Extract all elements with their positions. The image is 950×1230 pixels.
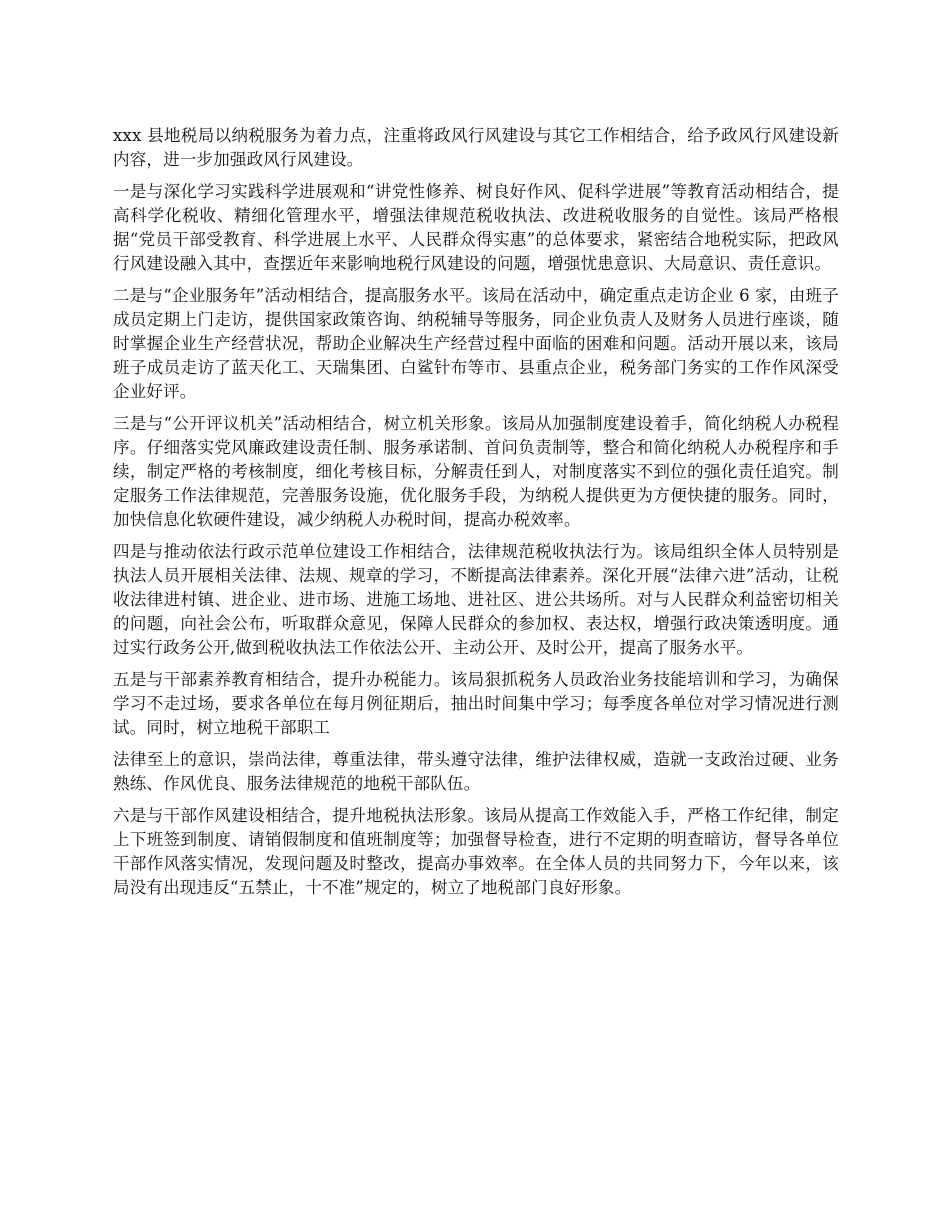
paragraph-point-5: 五是与干部素养教育相结合，提升办税能力。该局狠抓税务人员政治业务技能培训和学习，为确保学习不走过场，要求各单位在每月例征期后，抽出时间集中学习；每季度各单位对学习情况进行测试。同时，树立地税干部职工 xyxy=(113,670,839,737)
paragraph-point-5-continued: 法律至上的意识，崇尚法律，尊重法律，带头遵守法律，维护法律权威，造就一支政治过硬、业务熟练、作风优良、服务法律规范的地税干部队伍。 xyxy=(113,750,839,793)
document-body xyxy=(113,124,839,908)
paragraph-point-6: 六是与干部作风建设相结合，提升地税执法形象。该局从提高工作效能入手，严格工作纪律，制定上下班签到制度、请销假制度和值班制度等；加强督导检查，进行不定期的明查暗访，督导各单位干部作风落实情况，发现问题及时整改，提高办事效率。在全体人员的共同努力下，今年以来，该局没有出现违反“五禁止，十不准”规定的，树立了地税部门良好形象。 xyxy=(113,806,839,897)
paragraph-point-2: 二是与“企业服务年”活动相结合，提高服务水平。该局在活动中，确定重点走访企业 6 家，由班子成员定期上门走访，提供国家政策咨询、纳税辅导等服务，同企业负责人及财务人员进行座谈，随时掌握企业生产经营状况，帮助企业解决生产经营过程中面临的困难和问题。活动开展以来，该局班子成员走访了蓝天化工、天瑞集团、白鲨针布等市、县重点企业，税务部门务实的工作作风深受企业好评。 xyxy=(113,286,839,401)
paragraph-point-3: 三是与“公开评议机关”活动相结合，树立机关形象。该局从加强制度建设着手，简化纳税人办税程序。仔细落实党风廉政建设责任制、服务承诺制、首问负责制等，整合和简化纳税人办税程序和手续，制定严格的考核制度，细化考核目标，分解责任到人，对制度落实不到位的强化责任追究。制定服务工作法律规范，完善服务设施，优化服务手段，为纳税人提供更为方便快捷的服务。同时，加快信息化软硬件建设，减少纳税人办税时间，提高办税效率。 xyxy=(113,414,839,529)
paragraph-point-1: 一是与深化学习实践科学进展观和“讲党性修养、树良好作风、促科学进展”等教育活动相结合，提高科学化税收、精细化管理水平，增强法律规范税收执法、改进税收服务的自觉性。该局严格根据“党员干部受教育、科学进展上水平、人民群众得实惠”的总体要求，紧密结合地税实际，把政风行风建设融入其中，查摆近年来影响地税行风建设的问题，增强忧患意识、大局意识、责任意识。 xyxy=(113,182,839,273)
paragraph-point-4: 四是与推动依法行政示范单位建设工作相结合，法律规范税收执法行为。该局组织全体人员特别是执法人员开展相关法律、法规、规章的学习，不断提高法律素养。深化开展“法律六进”活动，让税收法律进村镇、进企业、进市场、进施工场地、进社区、进公共场所。对与人民群众利益密切相关的问题，向社会公布，听取群众意见，保障人民群众的参加权、表达权，增强行政决策透明度。通过实行政务公开,做到税收执法工作依法公开、主动公开、及时公开，提高了服务水平。 xyxy=(113,542,839,657)
paragraph-intro: xxx 县地税局以纳税服务为着力点，注重将政风行风建设与其它工作相结合，给予政风行风建设新内容，进一步加强政风行风建设。 xyxy=(113,126,839,169)
